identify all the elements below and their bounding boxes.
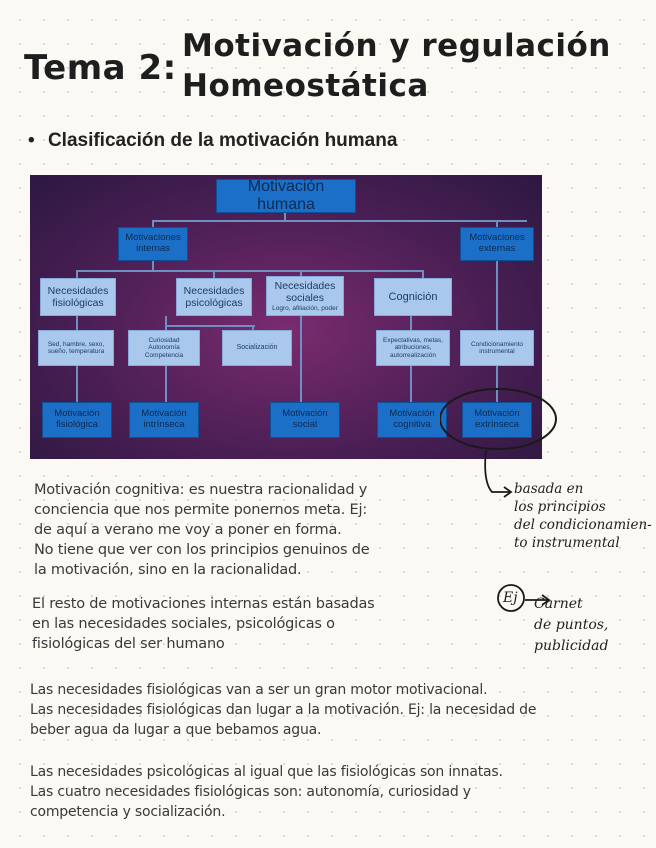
outcome-extrinseca: Motivación extrínseca	[462, 402, 532, 438]
outcome-cognitiva: Motivación cognitiva	[377, 402, 447, 438]
example-label: Ej	[503, 590, 518, 606]
note-paragraph-4: Las necesidades psicológicas al igual que las fisiológicas son innatas. Las cuatro necesidades fisiológicas son: autonomía, curiosidad y competencia y socialización.	[30, 764, 503, 820]
title-line-1: Motivación y regulación	[182, 28, 611, 64]
diagram-root: Motivación humana	[216, 179, 356, 213]
need-sociales-note: Logro, afiliación, poder	[272, 304, 338, 312]
arrow-mark	[485, 450, 510, 492]
note-paragraph-3: Las necesidades fisiológicas van a ser un gran motor motivacional. Las necesidades fisiológicas dan lugar a la motivación. Ej: la necesidad de beber agua da lugar a que bebamos agua.	[30, 682, 537, 738]
diagram-internas: Motivaciones internas	[118, 227, 188, 261]
circle-mark	[440, 389, 556, 449]
note-paragraph-1: Motivación cognitiva: es nuestra racionalidad y conciencia que nos permite ponernos meta. Ej: de aquí a verano me voy a poner en forma. No tiene que ver con los principios genuinos de la motivación, sino en la racionalidad.	[34, 482, 370, 578]
diagram-externas: Motivaciones externas	[460, 227, 534, 261]
detail-psicologicas: Curiosidad Autonomía Competencia	[128, 330, 200, 366]
need-sociales	[266, 276, 344, 316]
section-heading	[28, 130, 397, 152]
side-note-ejemplo: Carnet de puntos, publicidad	[534, 596, 609, 654]
need-cognicion: Cognición	[374, 278, 452, 316]
need-fisiologicas: Necesidades fisiológicas	[40, 278, 116, 316]
title-line-2: Homeostática	[182, 68, 429, 104]
side-note-basada: basada en los principios del condicionamien- to instrumental	[514, 481, 652, 551]
detail-socializacion: Socialización	[222, 330, 292, 366]
page-title	[182, 26, 611, 106]
outcome-intrinseca: Motivación intrínseca	[129, 402, 199, 438]
bullet-dot: •	[28, 130, 35, 151]
outcome-social: Motivación social	[270, 402, 340, 438]
outcome-fisiologica: Motivación fisiológica	[42, 402, 112, 438]
detail-cognicion: Expectativas, metas, atribuciones, autorrealización	[376, 330, 450, 366]
section-heading-text: Clasificación de la motivación humana	[47, 130, 398, 151]
need-psicologicas: Necesidades psicológicas	[176, 278, 252, 316]
topic-label: Tema 2:	[24, 48, 177, 88]
need-sociales-label: Necesidades sociales	[274, 279, 336, 304]
detail-condicionamiento: Condicionamiento instrumental	[460, 330, 534, 366]
detail-fisiologicas: Sed, hambre, sexo, sueño, temperatura	[38, 330, 114, 366]
note-paragraph-2: El resto de motivaciones internas están basadas en las necesidades sociales, psicológicas o fisiológicas del ser humano	[32, 596, 375, 652]
